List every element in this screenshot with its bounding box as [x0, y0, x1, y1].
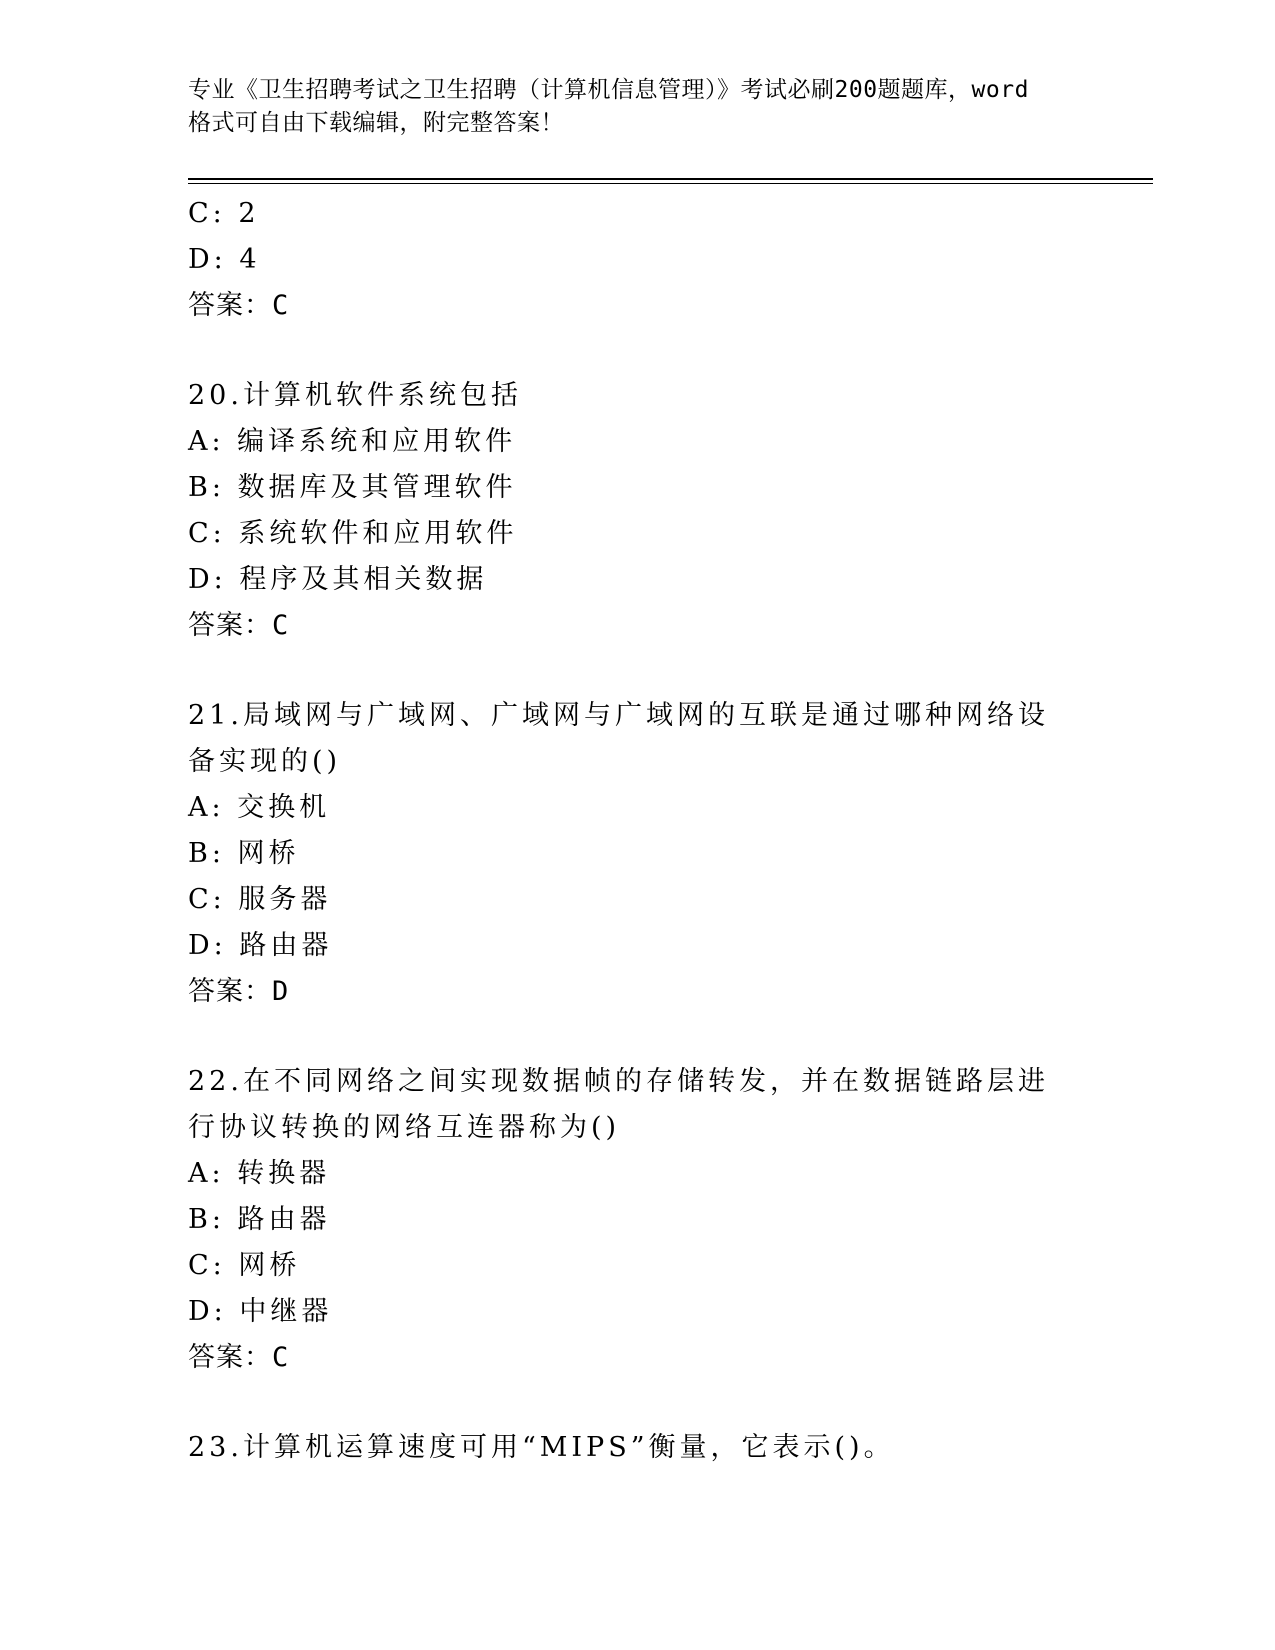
answer-label: 答案：C — [188, 290, 290, 321]
document-body — [188, 191, 1088, 1471]
option-d: D: 4 — [188, 244, 261, 275]
option-d: D: 中继器 — [188, 1296, 333, 1327]
option-b: B: 路由器 — [188, 1204, 331, 1235]
option-b: B: 数据库及其管理软件 — [188, 472, 517, 503]
option-a: A: 交换机 — [188, 792, 331, 823]
option-a: A: 编译系统和应用软件 — [188, 426, 517, 457]
question-stem: 20.计算机软件系统包括 — [188, 380, 522, 411]
question-stem: 23.计算机运算速度可用“MIPS”衡量，它表示()。 — [188, 1432, 895, 1463]
answer-label: 答案：C — [188, 1342, 290, 1373]
option-c: C: 网桥 — [188, 1250, 301, 1281]
answer-label: 答案：D — [188, 976, 290, 1007]
option-c: C: 2 — [188, 198, 260, 229]
document-header — [188, 74, 1088, 140]
header-divider-thin — [188, 183, 1153, 184]
spacer — [188, 329, 1088, 373]
header-line-2: 格式可自由下载编辑，附完整答案！ — [188, 110, 564, 136]
answer-label: 答案：C — [188, 610, 290, 641]
option-a: A: 转换器 — [188, 1158, 331, 1189]
spacer — [188, 649, 1088, 693]
question-19-continuation — [188, 191, 1088, 329]
header-line-1: 专业《卫生招聘考试之卫生招聘（计算机信息管理）》考试必刷200题题库，word — [188, 77, 1029, 103]
question-stem: 21.局域网与广域网、广域网与广域网的互联是通过哪种网络设备实现的() — [188, 700, 1049, 777]
option-c: C: 系统软件和应用软件 — [188, 518, 518, 549]
option-c: C: 服务器 — [188, 884, 332, 915]
option-d: D: 路由器 — [188, 930, 333, 961]
question-20 — [188, 373, 1088, 649]
spacer — [188, 1015, 1088, 1059]
header-divider-thick — [188, 178, 1153, 180]
question-23 — [188, 1425, 1088, 1471]
spacer — [188, 1381, 1088, 1425]
question-21 — [188, 693, 1088, 1015]
question-22 — [188, 1059, 1088, 1381]
option-b: B: 网桥 — [188, 838, 300, 869]
option-d: D: 程序及其相关数据 — [188, 564, 488, 595]
question-stem: 22.在不同网络之间实现数据帧的存储转发，并在数据链路层进行协议转换的网络互连器称为() — [188, 1066, 1049, 1143]
